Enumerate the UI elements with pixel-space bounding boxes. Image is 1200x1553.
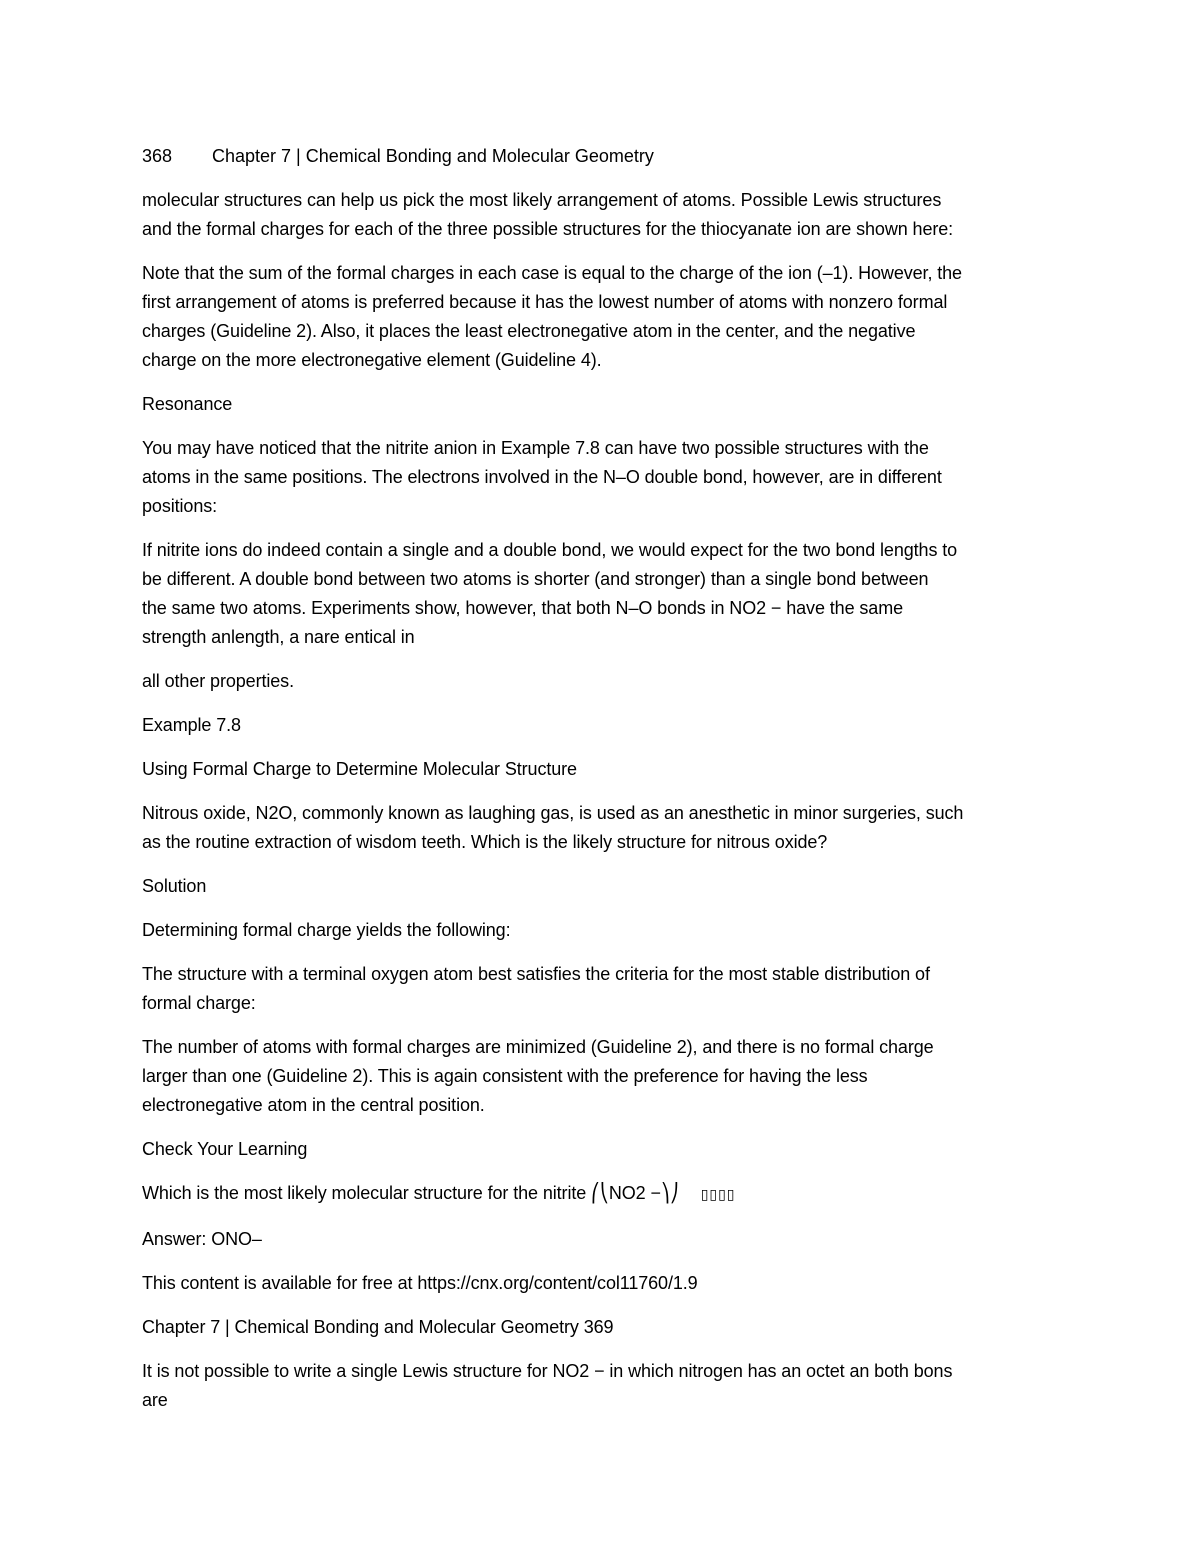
text-line: Solution	[142, 876, 207, 896]
text-line: the same two atoms. Experiments show, however, that both N–O bonds in NO2 − have the same	[142, 598, 904, 618]
text-line: molecular structures can help us pick the most likely arrangement of atoms. Possible Lewis structures	[142, 190, 942, 210]
page-content	[142, 142, 1070, 1430]
tail-paragraph	[142, 1357, 1070, 1415]
text-line: charges (Guideline 2). Also, it places the least electronegative atom in the center, and the negative	[142, 321, 916, 341]
text-line: as the routine extraction of wisdom teeth. Which is the likely structure for nitrous oxide?	[142, 832, 828, 852]
body-paragraph	[142, 1033, 1070, 1120]
chapter-title: Chapter 7 | Chemical Bonding and Molecular Geometry	[212, 146, 654, 166]
question-text: Which is the most likely molecular structure for the nitrite ⎛⎝NO2 −⎞⎠	[142, 1183, 679, 1203]
body-paragraph	[142, 872, 1070, 901]
text-line: positions:	[142, 496, 218, 516]
text-line: The structure with a terminal oxygen atom best satisfies the criteria for the most stable distribution of	[142, 964, 930, 984]
text-line: charge on the more electronegative element (Guideline 4).	[142, 350, 602, 370]
text-line: Check Your Learning	[142, 1139, 308, 1159]
text-line: Answer: ONO–	[142, 1229, 262, 1249]
body-paragraph	[142, 259, 1070, 375]
body-paragraph	[142, 1135, 1070, 1164]
missing-glyphs: ▯▯▯▯	[700, 1187, 736, 1203]
question-line	[142, 1179, 1070, 1210]
body-paragraph	[142, 536, 1070, 652]
text-line: Example 7.8	[142, 715, 241, 735]
text-line: If nitrite ions do indeed contain a single and a double bond, we would expect for the two bond lengths to	[142, 540, 958, 560]
text-line: electronegative atom in the central position.	[142, 1095, 485, 1115]
text-line: strength anlength, a nare entical in	[142, 627, 415, 647]
body-paragraph	[142, 434, 1070, 521]
body-paragraph	[142, 667, 1070, 696]
running-header	[142, 142, 1070, 171]
body-paragraph	[142, 390, 1070, 419]
page-number: 368	[142, 146, 173, 166]
body-paragraph	[142, 755, 1070, 784]
text-line: first arrangement of atoms is preferred because it has the lowest number of atoms with nonzero formal	[142, 292, 948, 312]
body-paragraph	[142, 799, 1070, 857]
text-line: This content is available for free at https://cnx.org/content/col11760/1.9	[142, 1273, 698, 1293]
text-line: all other properties.	[142, 671, 294, 691]
body-paragraphs	[142, 186, 1070, 1164]
text-line: You may have noticed that the nitrite anion in Example 7.8 can have two possible structures with the	[142, 438, 929, 458]
body-paragraph	[142, 711, 1070, 740]
body-paragraph	[142, 186, 1070, 244]
text-line: Determining formal charge yields the following:	[142, 920, 511, 940]
text-line: larger than one (Guideline 2). This is again consistent with the preference for having the less	[142, 1066, 868, 1086]
text-line: Nitrous oxide, N2O, commonly known as laughing gas, is used as an anesthetic in minor surgeries, such	[142, 803, 964, 823]
body-paragraph	[142, 916, 1070, 945]
text-line: atoms in the same positions. The electrons involved in the N–O double bond, however, are in different	[142, 467, 942, 487]
body-paragraph	[142, 960, 1070, 1018]
tail-paragraph	[142, 1225, 1070, 1254]
text-line: Chapter 7 | Chemical Bonding and Molecular Geometry 369	[142, 1317, 614, 1337]
text-line: be different. A double bond between two atoms is shorter (and stronger) than a single bond between	[142, 569, 929, 589]
text-line: and the formal charges for each of the three possible structures for the thiocyanate ion are shown here:	[142, 219, 954, 239]
text-line: formal charge:	[142, 993, 256, 1013]
text-line: are	[142, 1390, 168, 1410]
text-line: Using Formal Charge to Determine Molecular Structure	[142, 759, 577, 779]
tail-paragraph	[142, 1269, 1070, 1298]
text-line: The number of atoms with formal charges are minimized (Guideline 2), and there is no formal charge	[142, 1037, 934, 1057]
text-line: Resonance	[142, 394, 233, 414]
question-paragraph	[142, 1179, 1070, 1210]
tail-paragraph	[142, 1313, 1070, 1342]
text-line: It is not possible to write a single Lewis structure for NO2 − in which nitrogen has an octet an both bons	[142, 1361, 953, 1381]
tail-paragraphs	[142, 1225, 1070, 1415]
text-line: Note that the sum of the formal charges in each case is equal to the charge of the ion (–1). However, the	[142, 263, 962, 283]
